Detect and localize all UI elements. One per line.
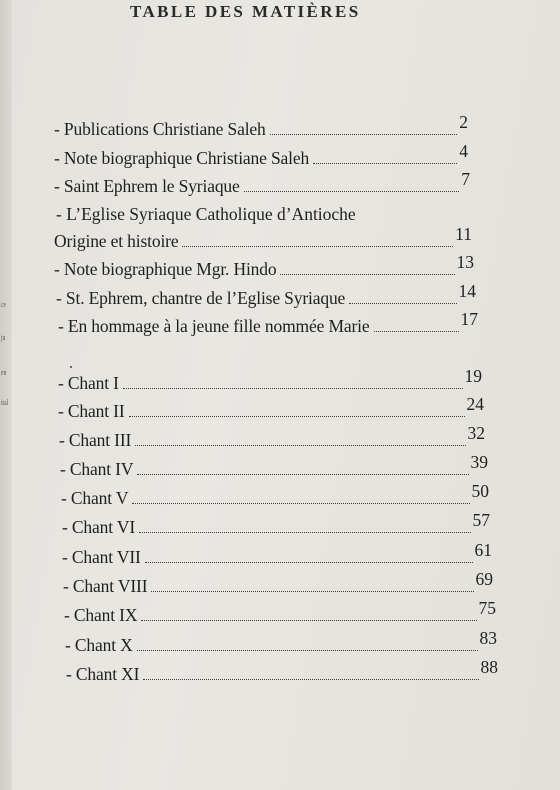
toc-entry <box>54 169 470 197</box>
dot-leader <box>132 502 469 504</box>
dot-leader <box>280 273 454 275</box>
dot-leader <box>349 302 456 304</box>
page-title: TABLE DES MATIÈRES <box>130 2 361 21</box>
edge-mark: en <box>1 368 7 377</box>
toc-entry <box>61 481 489 509</box>
entry-title: - Chant I <box>58 373 119 393</box>
toc-entry <box>60 452 488 480</box>
entry-page: 50 <box>471 481 489 501</box>
toc-entry <box>63 569 493 597</box>
entry-title: - Chant XI <box>66 664 140 684</box>
dot-leader <box>244 190 460 192</box>
entry-title: Origine et histoire <box>54 231 179 251</box>
toc-entry <box>58 394 484 422</box>
toc-entry <box>56 281 476 309</box>
entry-title: - St. Ephrem, chantre de l’Eglise Syriaque <box>56 288 346 308</box>
dot-leader <box>135 444 465 446</box>
entry-page: 69 <box>475 569 493 589</box>
toc-entry <box>66 657 498 685</box>
entry-page: 2 <box>459 112 468 132</box>
entry-page: 57 <box>472 510 490 530</box>
entry-page: 39 <box>470 452 488 472</box>
entry-title: - Chant VIII <box>63 576 148 596</box>
entry-title: - Chant II <box>58 401 125 421</box>
dot-leader <box>137 649 478 651</box>
entry-title: - L’Eglise Syriaque Catholique d’Antioche <box>56 204 356 224</box>
entry-page: 75 <box>478 598 496 618</box>
toc-entry <box>54 252 474 280</box>
edge-mark: ce <box>1 300 6 309</box>
dot-leader <box>143 678 478 680</box>
toc-entry <box>59 423 485 451</box>
entry-title: - Publications Christiane Saleh <box>54 119 266 139</box>
entry-title: - Chant VII <box>62 547 141 567</box>
entry-title: - Chant VI <box>62 517 136 537</box>
edge-mark: ju <box>1 333 6 342</box>
entry-title: - Note biographique Christiane Saleh <box>54 148 310 168</box>
toc-entry <box>54 224 472 252</box>
entry-title: - Note biographique Mgr. Hindo <box>54 259 277 279</box>
entry-page: 13 <box>456 252 474 272</box>
toc-entry <box>65 628 497 656</box>
entry-title: - Chant IV <box>60 459 134 479</box>
entry-page: 7 <box>461 169 470 189</box>
entry-title: - Saint Ephrem le Syriaque <box>54 176 240 196</box>
entry-title: - Chant III <box>59 430 132 450</box>
facing-page-edge <box>0 0 12 790</box>
dot-leader <box>137 473 468 475</box>
toc-entry <box>62 540 492 568</box>
dot-leader <box>129 415 465 417</box>
dot-leader <box>374 330 459 332</box>
toc-entry <box>58 366 482 394</box>
entry-page: 24 <box>466 394 484 414</box>
dot-leader <box>270 133 458 135</box>
entry-page: 88 <box>480 657 498 677</box>
entry-page: 14 <box>458 281 476 301</box>
dot-leader <box>145 561 473 563</box>
toc-entry <box>54 141 468 169</box>
toc-entry <box>58 309 478 337</box>
entry-title: - Chant X <box>65 635 133 655</box>
dot-leader <box>182 245 453 247</box>
dot-leader <box>123 387 463 389</box>
entry-title: - Chant V <box>61 488 129 508</box>
dot-leader <box>313 162 457 164</box>
entry-title: - En hommage à la jeune fille nommée Marie <box>58 316 370 336</box>
toc-entry <box>64 598 496 626</box>
entry-page: 32 <box>467 423 485 443</box>
entry-page: 4 <box>459 141 468 161</box>
entry-page: 11 <box>455 224 472 244</box>
entry-page: 61 <box>474 540 492 560</box>
toc-entry <box>62 510 490 538</box>
dot-leader <box>141 619 476 621</box>
entry-page: 19 <box>464 366 482 386</box>
dot-leader <box>139 531 470 533</box>
toc-entry <box>54 112 468 140</box>
entry-page: 83 <box>479 628 497 648</box>
stray-dot <box>70 366 72 368</box>
entry-title: - Chant IX <box>64 605 138 625</box>
entry-page: 17 <box>460 309 478 329</box>
edge-mark: ital <box>1 398 9 407</box>
dot-leader <box>151 590 473 592</box>
